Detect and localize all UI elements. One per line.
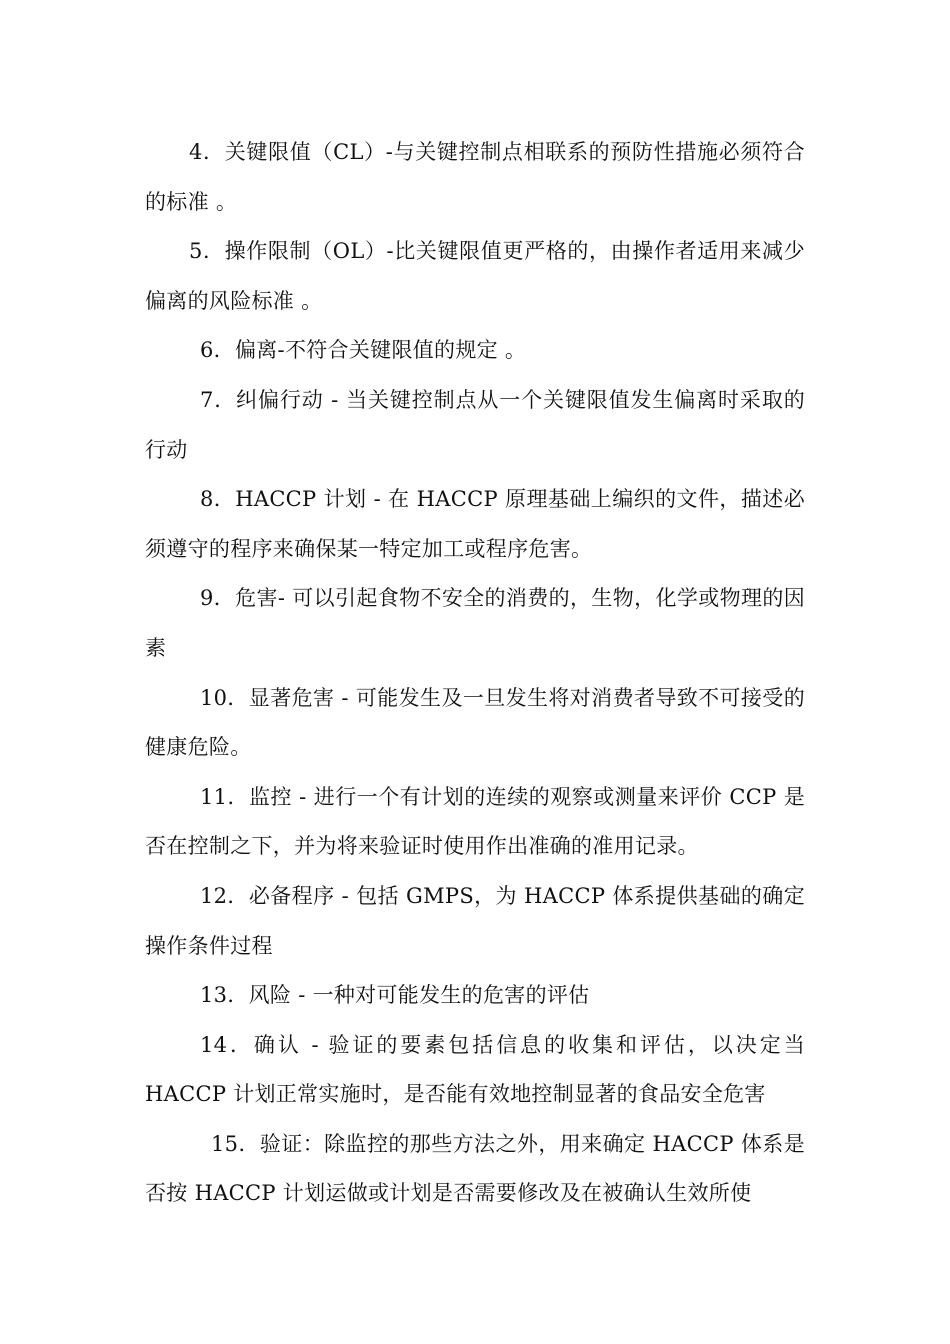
definition-paragraph-9: 9．危害- 可以引起食物不安全的消费的，生物，化学或物理的因素 xyxy=(145,586,805,660)
definition-paragraph-15: 15．验证：除监控的那些方法之外，用来确定 HACCP 体系是否按 HACCP 计划运做或计划是否需要修改及在被确认生效所使 xyxy=(145,1131,805,1206)
definition-paragraph-6: 6．偏离-不符合关键限值的规定 。 xyxy=(200,338,527,363)
definition-paragraph-8: 8．HACCP 计划 - 在 HACCP 原理基础上编织的文件，描述必须遵守的程序来确保某一特定加工或程序危害。 xyxy=(145,487,805,561)
definition-paragraph-11: 11．监控 - 进行一个有计划的连续的观察或测量来评价 CCP 是否在控制之下，并为将来验证时使用作出准确的准用记录。 xyxy=(145,784,805,859)
definition-paragraph-5: 5．操作限制（OL）-比关键限值更严格的，由操作者适用来减少偏离的风险标准 。 xyxy=(145,239,805,313)
definition-paragraph-10: 10．显著危害 - 可能发生及一旦发生将对消费者导致不可接受的健康危险。 xyxy=(145,685,805,760)
document-body xyxy=(145,128,805,1219)
definition-paragraph-4: 4．关键限值（CL）-与关键控制点相联系的预防性措施必须符合的标准 。 xyxy=(145,140,805,214)
definition-paragraph-7: 7．纠偏行动 - 当关键控制点从一个关键限值发生偏离时采取的行动 xyxy=(145,387,805,462)
definition-paragraph-14: 14．确认 - 验证的要素包括信息的收集和评估，以决定当 HACCP 计划正常实施时，是否能有效地控制显著的食品安全危害 xyxy=(145,1032,805,1107)
definition-paragraph-13: 13．风险 - 一种对可能发生的危害的评估 xyxy=(200,983,590,1008)
definition-paragraph-12: 12．必备程序 - 包括 GMPS，为 HACCP 体系提供基础的确定操作条件过程 xyxy=(145,883,805,958)
